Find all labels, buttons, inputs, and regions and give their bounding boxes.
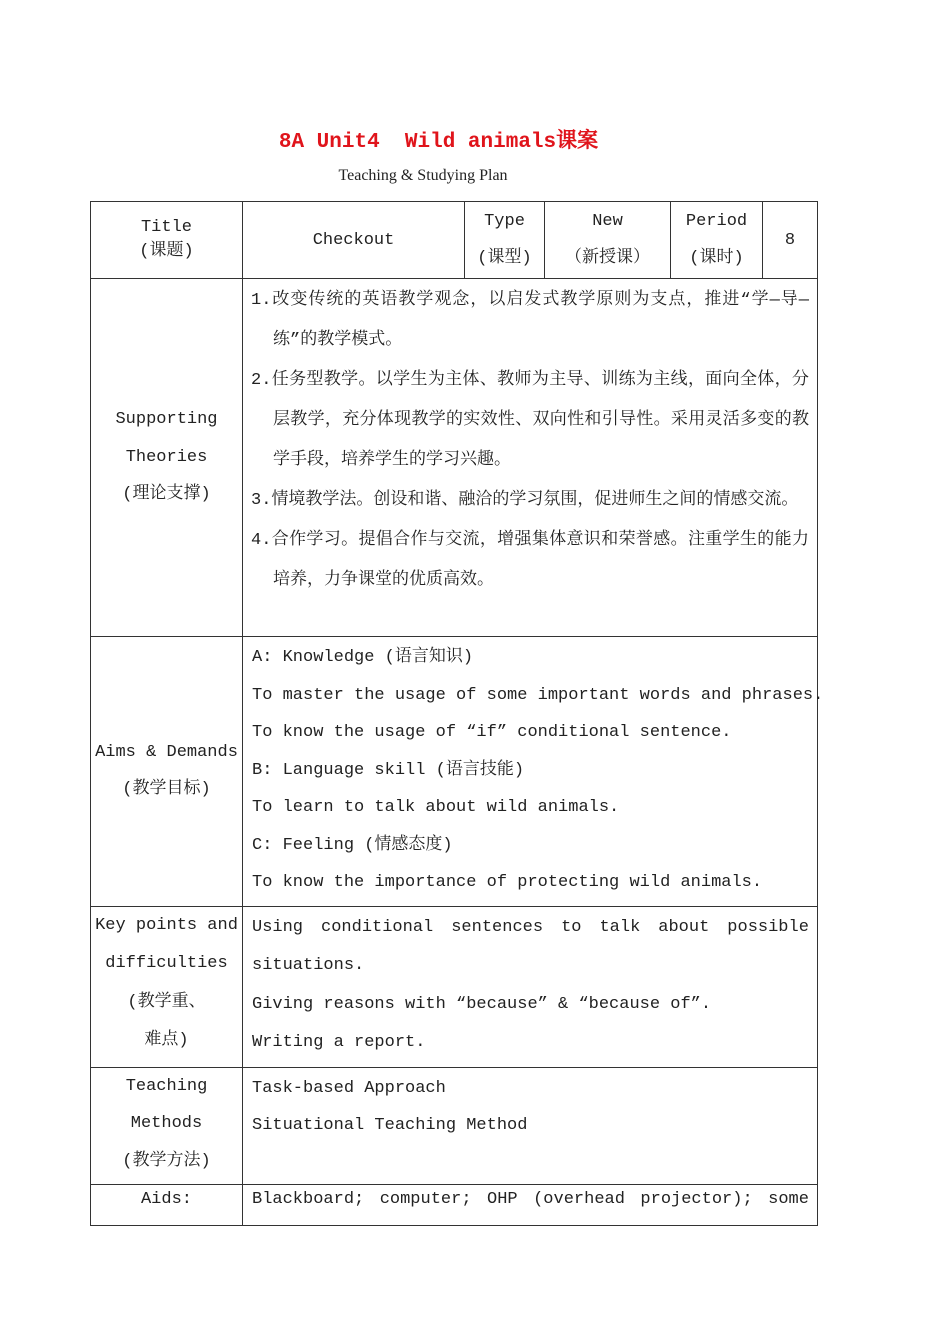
type-value-cn: （新授课） [565, 249, 650, 268]
title-value-cell [243, 202, 465, 279]
key-points-line-3: Giving reasons with “because” & “because of”. [252, 994, 712, 1014]
key-word: conditional [321, 917, 434, 937]
theories-label-cn: (理论支撑) [122, 485, 211, 505]
type-label-cn: (课型) [477, 249, 532, 268]
key-points-label-en-1: Key points and [95, 915, 238, 935]
period-value-cell [763, 202, 818, 279]
theory-item-2: 2.任务型教学。以学生为主体、教师为主导、训练为主线，面向全体，分层教学，充分体现教学的实效性、双向性和引导性。采用灵活多变的教学手段，培养学生的学习兴趣。 [251, 371, 809, 470]
methods-row [91, 1067, 818, 1184]
key-word: talk [599, 917, 641, 937]
methods-label-cn: (教学方法) [122, 1151, 211, 1171]
key-points-label-cell [91, 906, 243, 1067]
type-value-en: New [592, 212, 623, 231]
period-label-cell [671, 202, 763, 279]
aids-word: projector); [640, 1189, 753, 1209]
type-value-cell [545, 202, 671, 279]
aims-line-6: C: Feeling (情感态度) [252, 835, 453, 855]
key-points-line-4: Writing a report. [252, 1033, 426, 1052]
aims-line-4: B: Language skill (语言技能) [252, 760, 525, 780]
key-points-line-2: situations. [252, 956, 365, 975]
key-points-content-cell [243, 906, 818, 1067]
aims-line-7: To know the importance of protecting wild animals. [252, 873, 763, 892]
aids-word: some [768, 1189, 809, 1209]
aids-line [252, 1185, 809, 1215]
title-value: Checkout [312, 230, 395, 250]
methods-label-cell [91, 1067, 243, 1184]
period-label-cn: (课时) [689, 249, 744, 268]
header-row [91, 202, 818, 279]
title-label-en: Title [140, 218, 192, 237]
document-title: 8A Unit4 Wild animals课案 [278, 131, 599, 154]
key-points-line-1 [252, 909, 809, 948]
theories-label-en-1: Supporting [115, 410, 218, 430]
aims-label-cell [91, 637, 243, 907]
theory-item-4: 4.合作学习。提倡合作与交流，增强集体意识和荣誉感。注重学生的能力培养，力争课堂的优质高效。 [251, 531, 809, 590]
theories-label-cell [91, 279, 243, 637]
aids-label-cell [91, 1184, 243, 1225]
aids-row [91, 1184, 818, 1225]
key-word: to [561, 917, 582, 937]
key-word: Using [252, 917, 304, 937]
theory-item-1: 1.改变传统的英语教学观念，以启发式教学原则为支点，推进“学—导—练”的教学模式。 [251, 291, 809, 350]
key-points-label-cn-2: 难点) [144, 1031, 189, 1050]
aids-word: Blackboard; [252, 1189, 365, 1209]
aids-word: OHP [487, 1189, 518, 1209]
document-subtitle: Teaching & Studying Plan [338, 167, 508, 184]
key-word: possible [727, 917, 809, 937]
aids-label: Aids: [140, 1189, 192, 1209]
key-points-label-cn-1: (教学重、 [127, 992, 206, 1012]
theories-row [91, 279, 818, 637]
methods-label-en-1: Teaching [125, 1076, 208, 1096]
lesson-plan-table [90, 201, 824, 1226]
type-label-en: Type [484, 212, 525, 231]
method-item-1: Task-based Approach [252, 1078, 446, 1098]
aims-line-3: To know the usage of “if” conditional sentence. [252, 723, 732, 742]
key-word: sentences [451, 917, 544, 937]
aims-label-en: Aims & Demands [95, 743, 238, 763]
key-word: about [658, 917, 710, 937]
key-points-label-en-2: difficulties [105, 954, 228, 973]
aims-line-5: To learn to talk about wild animals. [252, 798, 620, 817]
theories-label-en-2: Theories [125, 447, 208, 467]
period-value: 8 [784, 230, 796, 250]
title-label-cell [91, 202, 243, 279]
title-label-cn: (课题) [139, 242, 194, 261]
theories-content-cell [243, 279, 818, 637]
methods-content-cell [243, 1067, 818, 1184]
period-label-en: Period [685, 212, 748, 231]
aims-row [91, 637, 818, 907]
key-points-row [91, 906, 818, 1067]
aids-word: (overhead [533, 1189, 625, 1209]
method-item-2: Situational Teaching Method [252, 1115, 528, 1135]
aids-content-cell [243, 1184, 818, 1225]
type-label-cell [465, 202, 545, 279]
aims-line-1: A: Knowledge (语言知识) [252, 648, 474, 667]
theory-item-3: 3.情境教学法。创设和谐、融洽的学习氛围，促进师生之间的情感交流。 [251, 491, 799, 510]
aids-word: computer; [379, 1189, 472, 1209]
aims-line-2: To master the usage of some important words and phrases. [252, 685, 824, 705]
aims-content-cell [243, 637, 824, 907]
methods-label-en-2: Methods [130, 1114, 203, 1133]
aims-label-cn: (教学目标) [122, 780, 211, 800]
